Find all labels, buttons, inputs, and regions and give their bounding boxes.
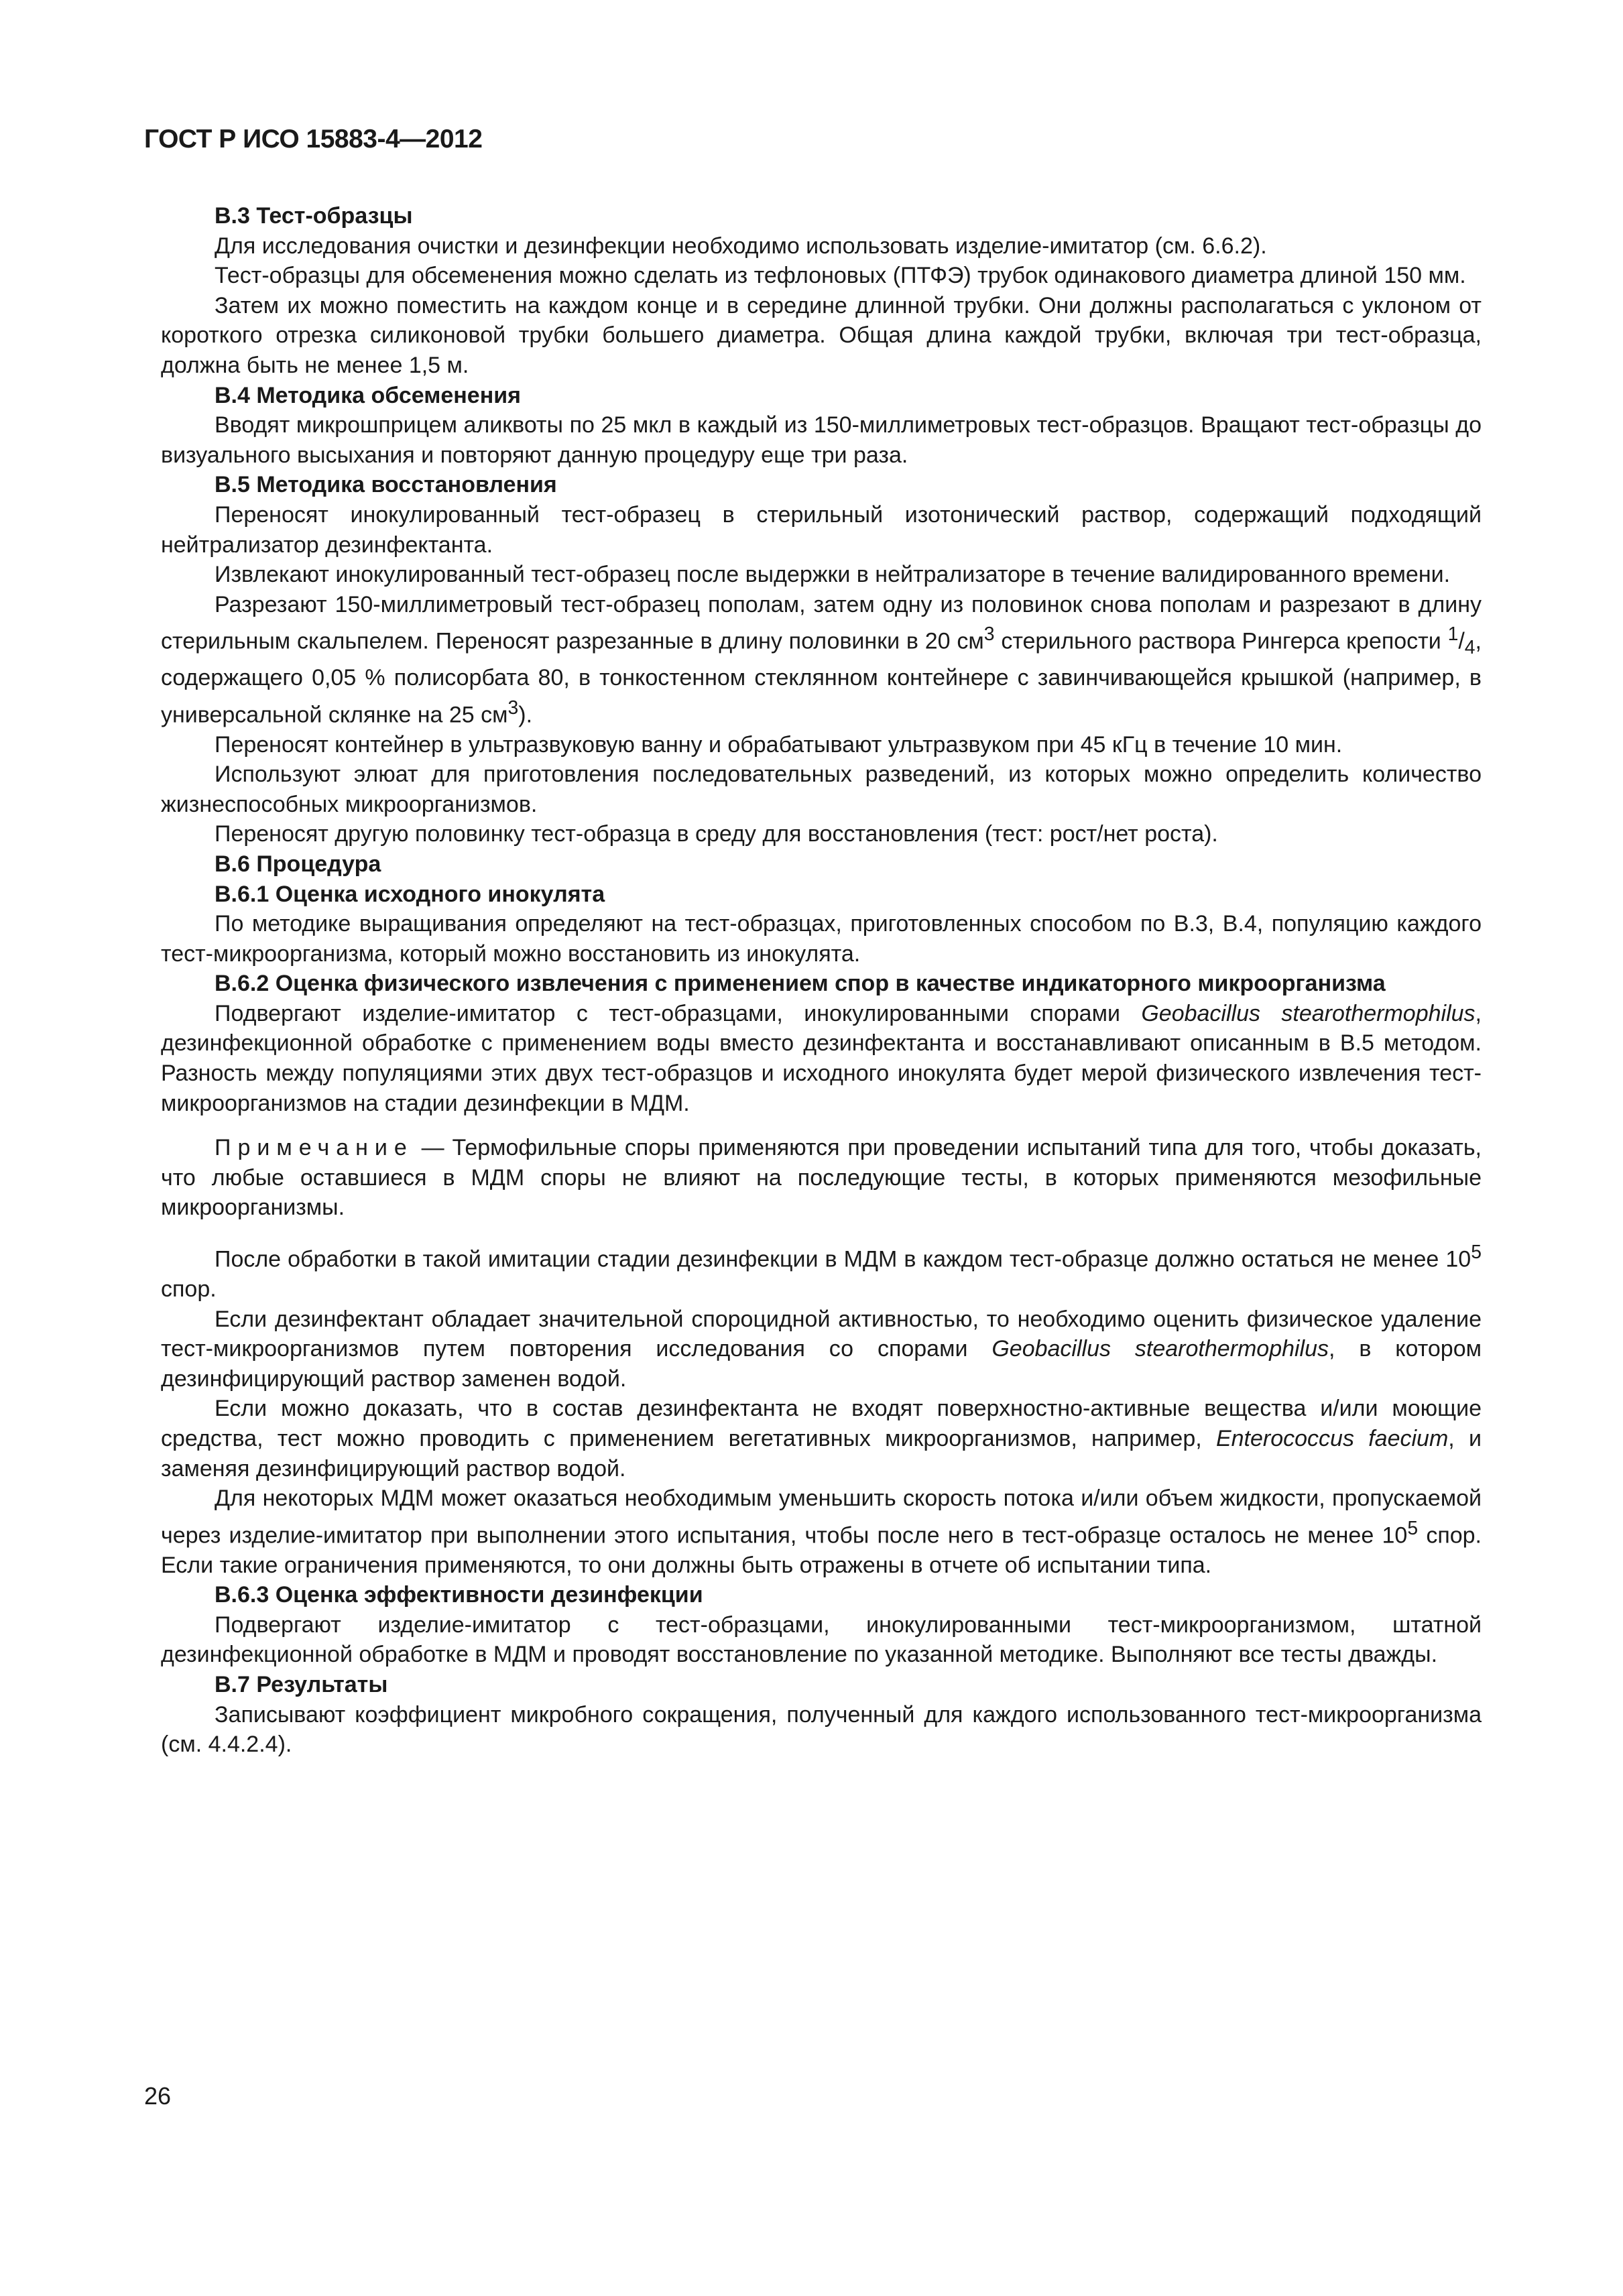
text-run: ). — [518, 701, 533, 727]
paragraph: Вводят микрошприцем аликвоты по 25 мкл в каждый из 150-миллиметровых тест-образцов. Вращают тест-образцы до визуального высыхания и повторяют данную процедуру еще три раза. — [161, 412, 1482, 468]
document-header: ГОСТ Р ИСО 15883-4—2012 — [144, 125, 483, 154]
superscript: 3 — [983, 623, 995, 646]
note-text: — Термофильные споры применяются при проведении испытаний типа для того, чтобы доказать, что любые оставшиеся в МДМ споры не влияют на последующие тесты, в которых применяются мезофильные микроорганизмы. — [161, 1135, 1482, 1221]
paragraph — [161, 1484, 1482, 1580]
section-b6-title: B.6 Процедура — [215, 851, 381, 877]
section-b3-title: B.3 Тест-образцы — [215, 203, 413, 229]
text-run: Разрезают 150-миллиметровый тест-образец пополам, затем одну из половинок снова пополам и разрезают в длину стерильным скальпелем. Переносят разрезанные в длину половинки в 20 см — [161, 591, 1482, 654]
note-label: Примечание — [215, 1135, 414, 1161]
text-run: , в котором дезинфицирующий раствор заменен водой. — [161, 1336, 1482, 1392]
text-run: спор. Если такие ограничения применяются, то они должны быть отражены в отчете об испытании типа. — [161, 1522, 1482, 1578]
paragraph: По методике выращивания определяют на тест-образцах, приготовленных способом по B.3, B.4, популяцию каждого тест-микроорганизма, который можно восстановить из инокулята. — [161, 911, 1482, 967]
page-number: 26 — [144, 2082, 172, 2110]
section-b5-title: B.5 Методика восстановления — [215, 472, 557, 498]
text-run: спор. — [161, 1276, 217, 1302]
paragraph — [161, 1305, 1482, 1394]
paragraph: Переносят инокулированный тест-образец в стерильный изотонический раствор, содержащий подходящий нейтрализатор дезинфектанта. — [161, 501, 1482, 558]
text-run: , содержащего 0,05 % полисорбата 80, в тонкостенном стеклянном контейнере с завинчивающейся крышкой (например, в универсальной склянке на 25 см — [161, 628, 1482, 727]
paragraph: Используют элюат для приготовления последовательных разведений, из которых можно определить количество жизнеспособных микроорганизмов. — [161, 762, 1482, 817]
paragraph — [161, 1237, 1482, 1305]
paragraph: Переносят другую половинку тест-образца в среду для восстановления (тест: рост/нет роста). — [215, 821, 1218, 847]
paragraph: Подвергают изделие-имитатор с тест-образцами, инокулированными тест-микроорганизмом, штатной дезинфекционной обработке в МДМ и проводят восстановление по указанной методике. Выполняют все тесты дважды. — [161, 1612, 1482, 1668]
paragraph: Извлекают инокулированный тест-образец после выдержки в нейтрализаторе в течение валидированного времени. — [215, 562, 1451, 588]
species-name: Enterococcus faecium — [1215, 1425, 1449, 1451]
fraction-denominator: 4 — [1464, 637, 1476, 659]
section-b4-title: B.4 Методика обсеменения — [215, 382, 521, 408]
species-name: Geobacillus stearothermophilus — [1141, 1000, 1476, 1026]
paragraph: Переносят контейнер в ультразвуковую ванну и обрабатывают ультразвуком при 45 кГц в течение 10 мин. — [215, 731, 1343, 758]
paragraph: Для исследования очистки и дезинфекции необходимо использовать изделие-имитатор (см. 6.6.2). — [215, 233, 1267, 259]
paragraph: Записывают коэффициент микробного сокращения, полученный для каждого использованного тест-микроорганизма (см. 4.4.2.4). — [161, 1701, 1482, 1758]
paragraph — [161, 999, 1482, 1118]
superscript: 5 — [1407, 1517, 1419, 1539]
superscript: 5 — [1471, 1242, 1482, 1264]
document-body — [161, 201, 1482, 1760]
fraction-numerator: 1 — [1447, 623, 1459, 646]
paragraph: Затем их можно поместить на каждом конце и в середине длинной трубки. Они должны располагаться с уклоном от короткого отрезка силиконовой трубки большего диаметра. Общая длина каждой трубки, включая три тест-образца, должна быть не менее 1,5 м. — [161, 292, 1482, 378]
text-run: Если дезинфектант обладает значительной спороцидной активностью, то необходимо оценить физическое удаление тест-микроорганизмов путем повторения исследования со спорами — [161, 1306, 1482, 1362]
text-run: Подвергают изделие-имитатор с тест-образцами, инокулированными спорами — [215, 1000, 1142, 1026]
paragraph — [161, 1394, 1482, 1484]
note — [161, 1133, 1482, 1223]
paragraph: Тест-образцы для обсеменения можно сделать из тефлоновых (ПТФЭ) трубок одинакового диаметра длиной 150 мм. — [215, 263, 1466, 289]
text-run: Для некоторых МДМ может оказаться необходимым уменьшить скорость потока и/или объем жидкости, пропускаемой через изделие-имитатор при выполнении этого испытания, чтобы после него в тест-образце осталось не менее 10 — [161, 1486, 1482, 1549]
species-name: Geobacillus stearothermophilus — [991, 1336, 1329, 1362]
section-b63-title: B.6.3 Оценка эффективности дезинфекции — [215, 1582, 703, 1608]
section-b62-title: B.6.2 Оценка физического извлечения с применением спор в качестве индикаторного микроорганизма — [215, 971, 1386, 997]
section-b7-title: B.7 Результаты — [215, 1672, 388, 1698]
section-b61-title: B.6.1 Оценка исходного инокулята — [215, 881, 605, 907]
text-run: После обработки в такой имитации стадии дезинфекции в МДМ в каждом тест-образце должно остаться не менее 10 — [215, 1246, 1471, 1272]
superscript: 3 — [507, 697, 519, 719]
text-run: стерильного раствора Рингерса крепости — [994, 628, 1448, 654]
text-run: , и заменяя дезинфицирующий раствор водой. — [161, 1425, 1482, 1482]
text-run: , дезинфекционной обработке с применением воды вместо дезинфектанта и восстанавливают описанным в B.5 методом. Разность между популяциями этих двух тест-образцов и исходного инокулята будет мерой физического извлечения тест-микроорганизмов на стадии дезинфекции в МДМ. — [161, 1000, 1482, 1116]
text-run: Если можно доказать, что в состав дезинфектанта не входят поверхностно-активные вещества и/или моющие средства, тест можно проводить с применением вегетативных микроорганизмов, например, — [161, 1396, 1482, 1451]
paragraph: Разрезают 150-миллиметровый тест-образец пополам, затем одну из половинок снова пополам и разрезают в длину стерильным скальпелем. Переносят разрезанные в длину половинки в 20 $см^3$ стерильного раствора Рингерса крепости $^1/_4$, содержащего 0,05 % полисорбата 80, в тонкостенном стеклянном контейнере с завинчивающейся крышкой (например, в универсальной склянке на 25 $см^3$). — [161, 591, 1482, 727]
